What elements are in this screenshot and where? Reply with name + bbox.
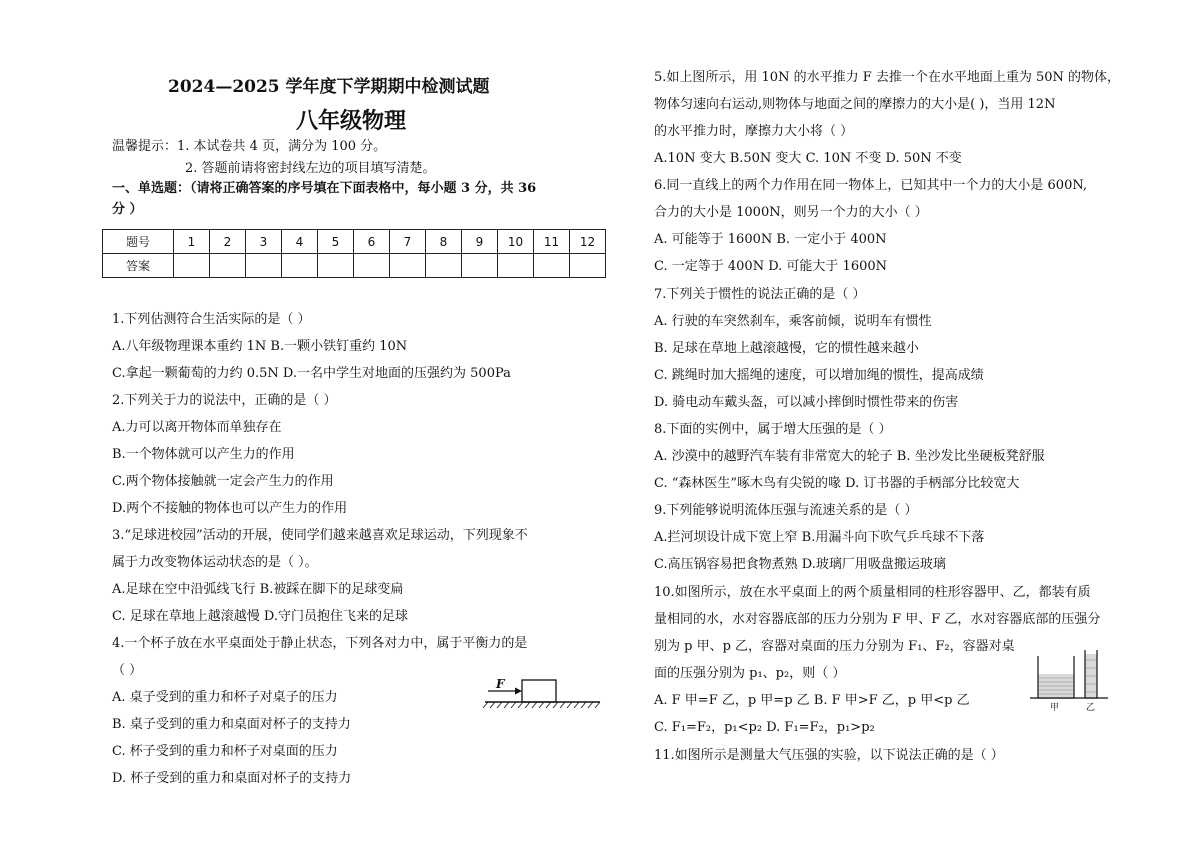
answer-cell[interactable] <box>318 254 354 278</box>
question-line: 2.下列关于力的说法中，正确的是（ ） <box>112 393 337 408</box>
question-line: 7.下列关于惯性的说法正确的是（ ） <box>654 287 866 302</box>
option-line: B.一个物体就可以产生力的作用 <box>112 447 295 462</box>
question-line-cont: 合力的大小是 1000N，则另一个力的大小（ ） <box>654 205 928 220</box>
option-line: C. F₁=F₂，p₁<p₂ D. F₁=F₂，p₁>p₂ <box>654 720 875 735</box>
option-line: A. F 甲=F 乙，p 甲=p 乙 B. F 甲>F 乙，p 甲<p 乙 <box>654 693 970 708</box>
option-line: A. 行驶的车突然刹车，乘客前倾，说明车有惯性 <box>654 314 932 329</box>
table-cell-number: 5 <box>318 230 354 254</box>
answer-table <box>102 229 606 278</box>
option-line: C. 一定等于 400N D. 可能大于 1600N <box>654 259 888 274</box>
answer-cell[interactable] <box>390 254 426 278</box>
push-block-figure <box>480 672 605 714</box>
force-arrow-head <box>515 688 522 695</box>
table-cell-number: 1 <box>174 230 210 254</box>
table-cell-number: 3 <box>246 230 282 254</box>
subject-title: 八年级物理 <box>296 108 407 134</box>
table-cell-number: 2 <box>210 230 246 254</box>
question-line: 4.一个杯子放在水平桌面处于静止状态，下列各对力中，属于平衡力的是 <box>112 636 528 651</box>
question-line-cont: （ ） <box>112 663 143 678</box>
container-b-label: 乙 <box>1086 703 1096 713</box>
answer-cell[interactable] <box>426 254 462 278</box>
answer-cell[interactable] <box>462 254 498 278</box>
option-line: B. 桌子受到的重力和桌面对杯子的支持力 <box>112 717 351 732</box>
question-line: 1.下列估测符合生活实际的是（ ） <box>112 312 311 327</box>
option-line: A.足球在空中沿弧线飞行 B.被踩在脚下的足球变扁 <box>112 582 404 597</box>
option-line: C. 足球在草地上越滚越慢 D.守门员抱住飞来的足球 <box>112 609 408 624</box>
option-line: A. 桌子受到的重力和杯子对桌子的压力 <box>112 690 338 705</box>
table-cell-number: 9 <box>462 230 498 254</box>
question-line: 5.如上图所示，用 10N 的水平推力 F 去推一个在水平地面上重为 50N 的物体， <box>654 70 1121 85</box>
container-a-label: 甲 <box>1050 703 1060 713</box>
notice-line-1: 温馨提示：1. 本试卷共 4 页，满分为 100 分。 <box>112 139 387 154</box>
answer-cell[interactable] <box>210 254 246 278</box>
section-heading: 一、单选题：（请将正确答案的序号填在下面表格中，每小题 3 分，共 36 <box>112 181 537 196</box>
question-line: 3.“足球进校园”活动的开展，使同学们越来越喜欢足球运动，下列现象不 <box>112 528 528 543</box>
question-line-cont: 别为 p 甲、p 乙，容器对桌面的压力分别为 F₁、F₂，容器对桌 <box>654 639 1015 654</box>
question-line-cont: 面的压强分别为 p₁、p₂，则（ ） <box>654 666 846 681</box>
table-cell-number: 12 <box>570 230 606 254</box>
table-cell-number: 11 <box>534 230 570 254</box>
option-line: C.拿起一颗葡萄的力约 0.5N D.一名中学生对地面的压强约为 500Pa <box>112 366 511 381</box>
question-line-cont: 属于力改变物体运动状态的是（ ）。 <box>112 555 318 570</box>
option-line: B. 足球在草地上越滚越慢，它的惯性越来越小 <box>654 341 919 356</box>
question-line-cont: 物体匀速向右运动,则物体与地面之间的摩擦力的大小是( )，当用 12N <box>654 97 1056 112</box>
answer-cell[interactable] <box>282 254 318 278</box>
option-line: A.力可以离开物体而单独存在 <box>112 420 282 435</box>
notice-line-2: 2. 答题前请将密封线左边的项目填写清楚。 <box>185 161 436 176</box>
question-line-cont: 量相同的水，水对容器底部的压力分别为 F 甲、F 乙，水对容器底部的压强分 <box>654 612 1101 627</box>
option-line: A.10N 变大 B.50N 变大 C. 10N 不变 D. 50N 不变 <box>654 151 962 166</box>
question-line-cont: 的水平推力时，摩擦力大小将（ ） <box>654 124 854 139</box>
option-line: C. 杯子受到的重力和杯子对桌面的压力 <box>112 744 338 759</box>
answer-cell[interactable] <box>498 254 534 278</box>
table-cell-number: 7 <box>390 230 426 254</box>
table-label-number: 题号 <box>103 230 174 254</box>
question-line: 10.如图所示，放在水平桌面上的两个质量相同的柱形容器甲、乙，都装有质 <box>654 585 1091 600</box>
option-line: D. 杯子受到的重力和桌面对杯子的支持力 <box>112 771 352 786</box>
question-line: 6.同一直线上的两个力作用在同一物体上，已知其中一个力的大小是 600N, <box>654 178 1088 193</box>
table-label-answer: 答案 <box>103 254 174 278</box>
section-heading-cont: 分 ） <box>112 202 143 217</box>
answer-table-header-row <box>103 230 606 254</box>
block-shape <box>522 680 556 702</box>
table-cell-number: 6 <box>354 230 390 254</box>
answer-cell[interactable] <box>534 254 570 278</box>
question-line: 8.下面的实例中，属于增大压强的是（ ） <box>654 422 892 437</box>
exam-title: 2024—2025 学年度下学期期中检测试题 <box>168 77 490 97</box>
option-line: A.拦河坝设计成下宽上窄 B.用漏斗向下吹气乒乓球不下落 <box>654 530 985 545</box>
question-line: 9.下列能够说明流体压强与流速关系的是（ ） <box>654 503 918 518</box>
answer-cell[interactable] <box>354 254 390 278</box>
option-line: A. 沙漠中的越野汽车装有非常宽大的轮子 B. 坐沙发比坐硬板凳舒服 <box>654 449 1045 464</box>
ground-hatching <box>483 702 600 708</box>
question-line: 11.如图所示是测量大气压强的实验，以下说法正确的是（ ） <box>654 748 1004 763</box>
table-cell-number: 4 <box>282 230 318 254</box>
answer-cell[interactable] <box>174 254 210 278</box>
answer-cell[interactable] <box>246 254 282 278</box>
option-line: A. 可能等于 1600N B. 一定小于 400N <box>654 232 887 247</box>
option-line: D.两个不接触的物体也可以产生力的作用 <box>112 501 348 516</box>
answer-cell[interactable] <box>570 254 606 278</box>
table-cell-number: 8 <box>426 230 462 254</box>
option-line: C.高压锅容易把食物煮熟 D.玻璃厂用吸盘搬运玻璃 <box>654 557 946 572</box>
answer-table-answer-row <box>103 254 606 278</box>
containers-figure <box>1030 648 1110 714</box>
option-line: A.八年级物理课本重约 1N B.一颗小铁钉重约 10N <box>112 339 408 354</box>
option-line: C.两个物体接触就一定会产生力的作用 <box>112 474 334 489</box>
option-line: C. “森林医生”啄木鸟有尖锐的喙 D. 订书器的手柄部分比较宽大 <box>654 476 1020 491</box>
option-line: D. 骑电动车戴头盔，可以减小摔倒时惯性带来的伤害 <box>654 395 959 410</box>
force-label: F <box>496 677 505 691</box>
table-cell-number: 10 <box>498 230 534 254</box>
option-line: C. 跳绳时加大摇绳的速度，可以增加绳的惯性，提高成绩 <box>654 368 984 383</box>
